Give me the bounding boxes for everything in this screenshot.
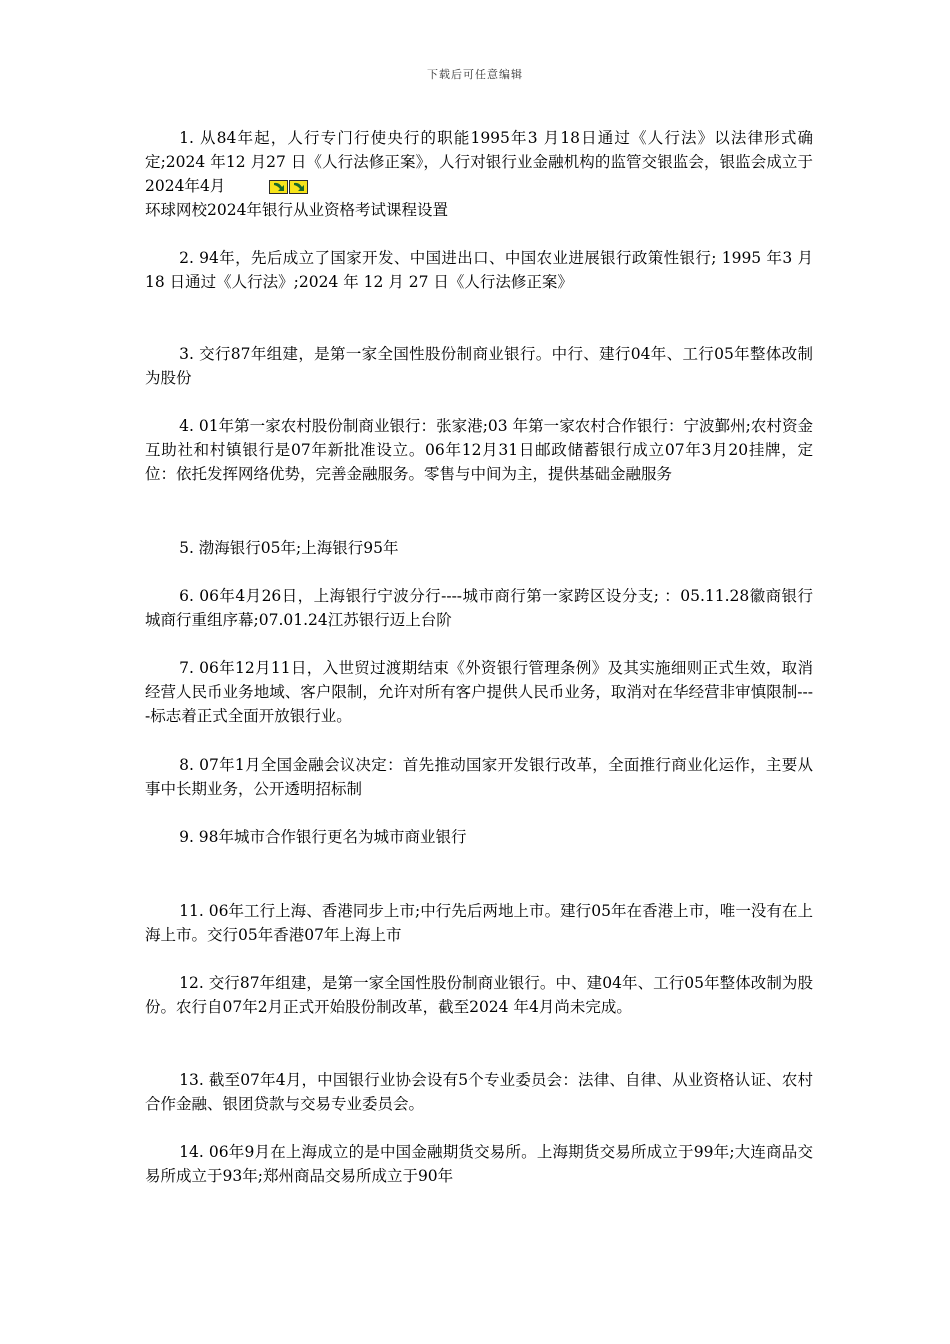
paragraph-1-text: 1. 从84年起，人行专门行使央行的职能1995年3 月18日通过《人行法》以法律形式确定;2024 年12 月27 日《人行法修正案》，人行对银行业金融机构的监管交银监会，银监会成立于2024年4月 <box>145 129 813 195</box>
paragraph-6: 6. 06年4月26日，上海银行宁波分行----城市商行第一家跨区设分支; ：05.11.28徽商银行城商行重组序幕;07.01.24江苏银行迈上台阶 <box>145 587 813 629</box>
paragraph-7: 7. 06年12月11日，入世贸过渡期结束《外资银行管理条例》及其实施细则正式生效，取消经营人民币业务地域、客户限制，允许对所有客户提供人民币业务，取消对在华经营非审慎限制----标志着正式全面开放银行业。 <box>145 659 813 725</box>
paragraph-8: 8. 07年1月全国金融会议决定：首先推动国家开发银行改革，全面推行商业化运作，主要从事中长期业务，公开透明招标制 <box>145 756 813 798</box>
course-link[interactable]: 环球网校2024年银行从业资格考试课程设置 <box>145 201 448 219</box>
paragraph-3: 3. 交行87年组建，是第一家全国性股份制商业银行。中行、建行04年、工行05年整体改制为股份 <box>145 345 813 387</box>
arrow-right-icon[interactable] <box>269 180 288 194</box>
paragraph-5: 5. 渤海银行05年;上海银行95年 <box>179 539 399 557</box>
arrow-right-icon[interactable] <box>289 180 308 194</box>
paragraph-13: 13. 截至07年4月，中国银行业协会设有5个专业委员会：法律、自律、从业资格认证、农村合作金融、银团贷款与交易专业委员会。 <box>145 1071 813 1113</box>
paragraph-11: 11. 06年工行上海、香港同步上市;中行先后两地上市。建行05年在香港上市，唯一没有在上海上市。交行05年香港07年上海上市 <box>145 902 813 944</box>
paragraph-14: 14. 06年9月在上海成立的是中国金融期货交易所。上海期货交易所成立于99年;大连商品交易所成立于93年;郑州商品交易所成立于90年 <box>145 1143 813 1185</box>
paragraph-12: 12. 交行87年组建，是第一家全国性股份制商业银行。中、建04年、工行05年整体改制为股份。农行自07年2月正式开始股份制改革，截至2024 年4月尚未完成。 <box>145 974 813 1016</box>
paragraph-2: 2. 94年，先后成立了国家开发、中国进出口、中国农业进展银行政策性银行; 1995 年3 月18 日通过《人行法》;2024 年 12 月 27 日《人行法修正案》 <box>145 249 813 291</box>
paragraph-1 <box>145 126 813 201</box>
page-header: 下载后可任意编辑 <box>427 68 523 81</box>
paragraph-9: 9. 98年城市合作银行更名为城市商业银行 <box>179 828 467 846</box>
paragraph-4: 4. 01年第一家农村股份制商业银行：张家港;03 年第一家农村合作银行：宁波鄞州;农村资金互助社和村镇银行是07年新批准设立。06年12月31日邮政储蓄银行成立07年3月20挂牌，定位：依托发挥网络优势，完善金融服务。零售与中间为主，提供基础金融服务 <box>145 417 813 483</box>
